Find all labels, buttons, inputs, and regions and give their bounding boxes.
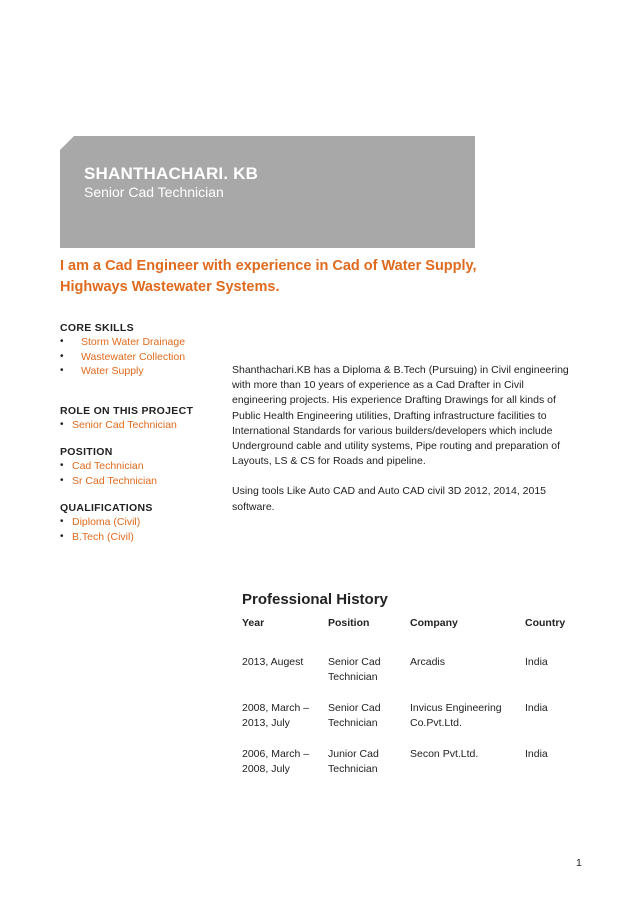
cell-year: 2013, July [242,716,290,729]
cell-position: Technician [328,670,378,683]
list-item: • Water Supply [60,364,220,379]
table-header-row [242,616,582,638]
cell-country: India [525,748,548,760]
professional-history-table [242,616,582,776]
list-item: • Cad Technician [60,459,220,474]
cell-year: 2008, July [242,762,290,775]
cell-company: Secon Pvt.Ltd. [410,748,479,760]
qualifications-list [60,515,220,544]
summary-paragraph: Shanthachari.KB has a Diploma & B.Tech (Pursuing) in Civil engineering with more than 10 years of experience as a Cad Drafter in Civil engineering projects. His experience Drafting Drawings for all kinds of Public Health Engineering utilities, Drafting infrastructure facilities to International Standards for various builders/developers which include Underground cable and utility systems, Pipe routing and preparation of Layouts, LS & CS for Roads and pipeline. [232,364,569,468]
cell-country: India [525,656,548,668]
cell-company: Co.Pvt.Ltd. [410,716,462,729]
table-row [242,655,582,684]
position-list [60,459,220,488]
section-title: CORE SKILLS [60,322,134,334]
core-skills-list [60,335,220,379]
cell-position: Senior Cad [328,656,381,668]
cell-year: 2006, March – [242,748,310,760]
table-row [242,747,582,776]
candidate-title: Senior Cad Technician [84,184,224,200]
section-title: QUALIFICATIONS [60,502,153,514]
candidate-name: SHANTHACHARI. KB [84,164,259,183]
header-year: Year [242,617,265,629]
cell-position: Senior Cad [328,702,381,714]
tagline: I am a Cad Engineer with experience in Cad of Water Supply, Highways Wastewater Systems. [60,258,477,295]
list-item: • Sr Cad Technician [60,474,220,489]
cell-position: Junior Cad [328,748,379,760]
cell-position: Technician [328,716,378,729]
tools-paragraph: Using tools Like Auto CAD and Auto CAD civil 3D 2012, 2014, 2015 software. [232,485,547,513]
header-company: Company [410,617,458,629]
cell-position: Technician [328,762,378,775]
table-row [242,701,582,730]
role-section [60,404,220,433]
profile-summary [232,363,572,515]
header-position: Position [328,617,370,629]
list-item: • B.Tech (Civil) [60,530,220,545]
list-item: • Storm Water Drainage [60,335,220,350]
position-section [60,445,220,488]
role-list [60,418,220,433]
core-skills-section [60,321,220,379]
cell-year: 2013, Augest [242,656,304,668]
professional-history-title: Professional History [242,591,388,608]
qualifications-section [60,501,220,544]
left-column [60,321,220,544]
header-band [60,136,475,248]
list-item: • Wastewater Collection [60,350,220,365]
cell-year: 2008, March – [242,702,310,714]
header-country: Country [525,617,566,629]
cell-company: Arcadis [410,656,446,668]
page-number: 1 [576,857,582,869]
list-item: • Senior Cad Technician [60,418,220,433]
cell-country: India [525,702,548,714]
list-item: • Diploma (Civil) [60,515,220,530]
cell-company: Invicus Engineering [410,702,502,714]
section-title: ROLE ON THIS PROJECT [60,404,194,417]
section-title: POSITION [60,446,113,458]
